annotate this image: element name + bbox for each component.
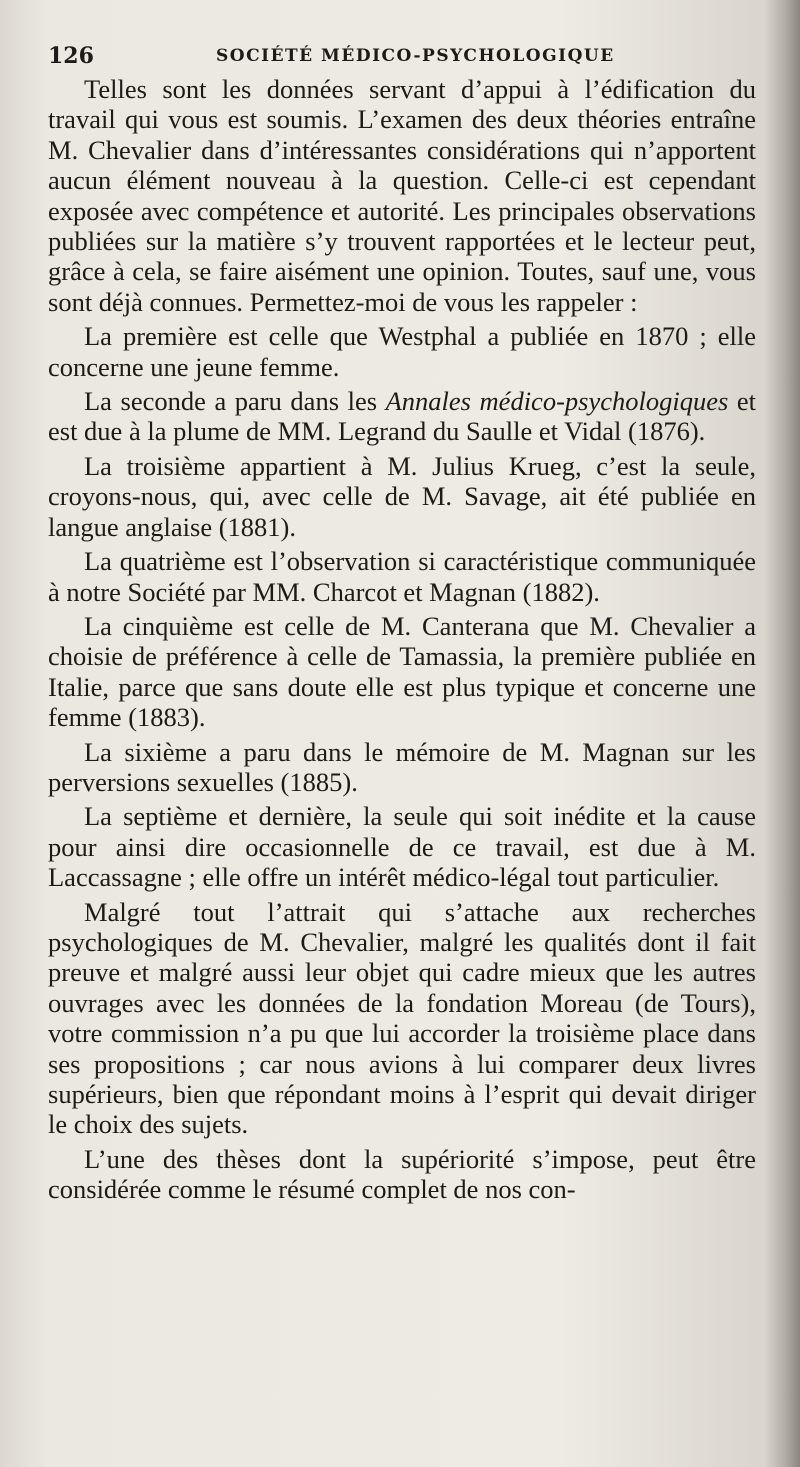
paragraph: La quatrième est l’observation si caractéristique communiquée à notre Société par MM. Charcot et Magnan (1882). <box>48 546 756 607</box>
running-title: SOCIÉTÉ MÉDICO-PSYCHOLOGIQUE <box>216 46 615 66</box>
paragraph: La première est celle que Westphal a publiée en 1870 ; elle concerne une jeune femme. <box>48 321 756 382</box>
paragraph: L’une des thèses dont la supériorité s’impose, peut être considérée comme le résumé complet de nos con- <box>48 1143 756 1205</box>
paragraph: Telles sont les données servant d’appui à l’édification du travail qui vous est soumis. L’examen des deux théories entraîne M. Chevalier dans d’intéressantes considérations qui n’apportent aucun élément nouveau à la question. Celle-ci est cependant exposée avec compétence et autorité. Les principales observations publiées sur la matière s’y trouvent rapportées et le lecteur peut, grâce à cela, se faire aisément une opinion. Toutes, sauf une, vous sont déjà connues. Permettez-moi de vous les rappeler : <box>48 74 756 317</box>
paragraph: Malgré tout l’attrait qui s’attache aux recherches psychologiques de M. Chevalier, malgré les qualités dont il fait preuve et malgré aussi leur objet qui cadre mieux que les autres ouvrages avec les données de la fondation Moreau (de Tours), votre commission n’a pu que lui accorder la troisième place dans ses propositions ; car nous avions à lui comparer deux livres supérieurs, bien que répondant moins à l’esprit qui devait diriger le choix des sujets. <box>48 896 756 1140</box>
running-header <box>48 38 756 74</box>
paragraph-text: La seconde a paru dans les <box>84 386 386 417</box>
book-spine-shadow <box>764 0 800 1467</box>
journal-title: Annales médico-psychologiques <box>385 386 729 417</box>
paragraph: La cinquième est celle de M. Canterana que M. Chevalier a choisie de préférence à celle de Tamassia, la première publiée en Italie, parce que sans doute elle est plus typique et concerne une femme (1883). <box>48 610 756 733</box>
paragraph: La septième et dernière, la seule qui soit inédite et la cause pour ainsi dire occasionnelle de ce travail, est due à M. Laccassagne ; elle offre un intérêt médico-légal tout particulier. <box>48 801 756 893</box>
paragraph: La troisième appartient à M. Julius Krueg, c’est la seule, croyons-nous, qui, avec celle de M. Savage, ait été publiée en langue anglaise (1881). <box>48 450 756 542</box>
page-number: 126 <box>48 43 94 69</box>
body-text <box>48 74 756 1205</box>
paragraph: La sixième a paru dans le mémoire de M. Magnan sur les perversions sexuelles (1885). <box>48 736 756 797</box>
paragraph <box>48 386 756 447</box>
paragraph-text: et est due à la plume de MM. Legrand du Saulle et Vidal (1876). <box>48 386 756 447</box>
